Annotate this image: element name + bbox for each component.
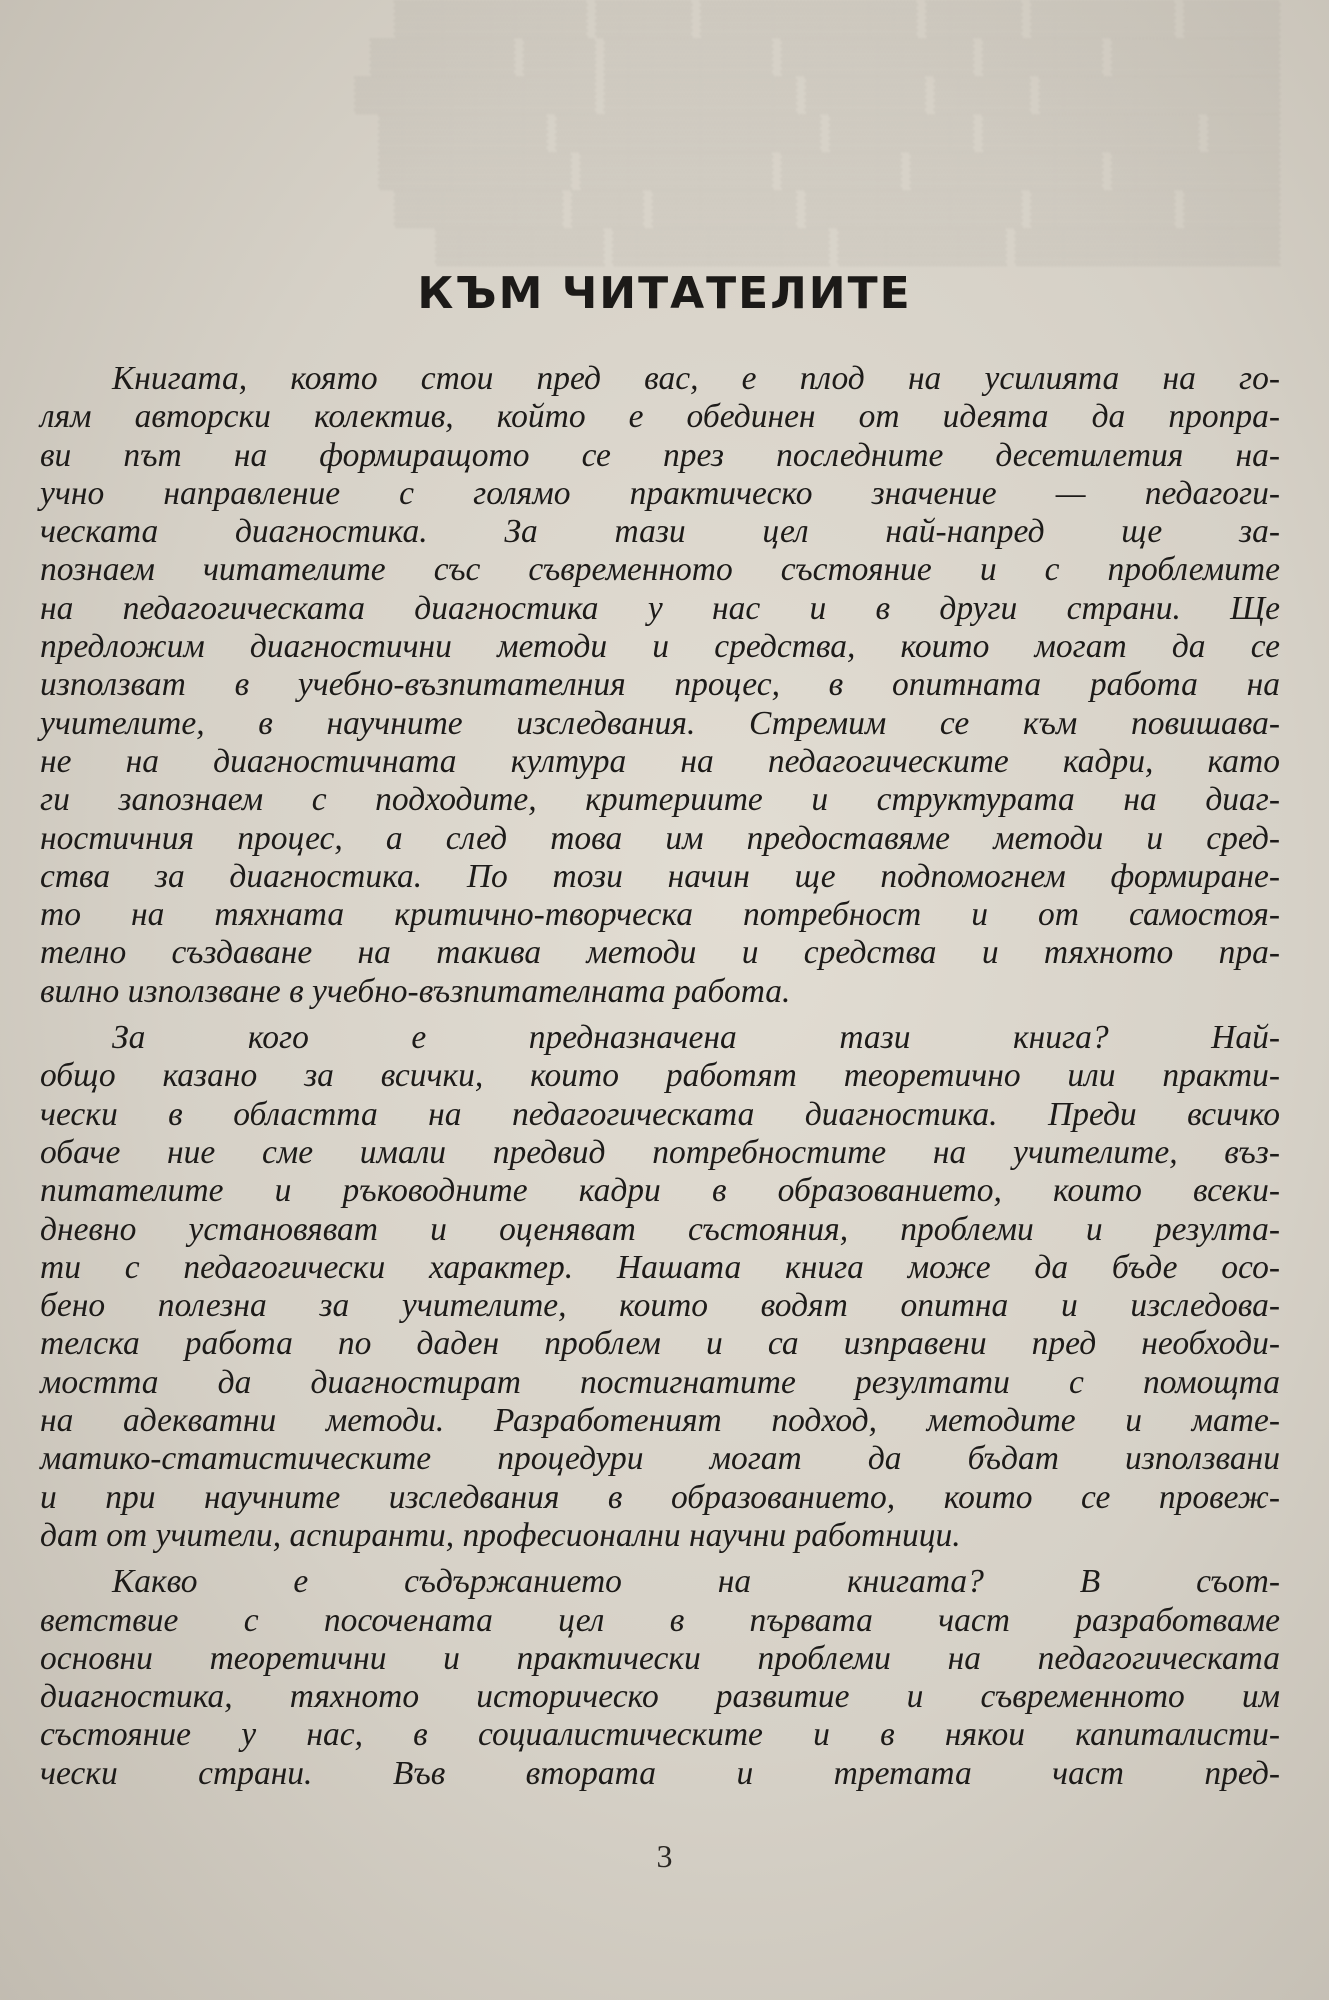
text-line: основни теоретични и практически проблеми на педагогическата (40, 1639, 1280, 1677)
text-line: на педагогическата диагностика у нас и в други страни. Ще (40, 589, 1280, 627)
text-line: не на диагностичната култура на педагогическите кадри, като (40, 742, 1280, 780)
paragraph-2 (40, 1019, 1280, 1555)
text-line: учно направление с голямо практическо значение — педагоги- (40, 474, 1280, 512)
text-line: и при научните изследвания в образованието, които се провеж- (40, 1478, 1280, 1516)
page-number: 3 (656, 1838, 673, 1874)
text-line: чески страни. Във втората и третата част пред- (40, 1754, 1280, 1792)
body-text (40, 360, 1280, 1793)
text-line: дат от учители, аспиранти, професионални научни работници. (40, 1516, 961, 1554)
paragraph-3 (40, 1563, 1280, 1793)
text-line: на адекватни методи. Разработеният подход, методите и мате- (40, 1402, 1280, 1440)
text-line: Какво е съдържанието на книгата? В съот- (112, 1563, 1280, 1601)
text-line: учителите, в научните изследвания. Стремим се към повишава- (40, 704, 1280, 742)
text-line: матико-статистическите процедури могат да бъдат използвани (40, 1440, 1280, 1478)
page-title: КЪМ ЧИТАТЕЛИТЕ (417, 268, 912, 319)
paragraph-1 (40, 360, 1280, 1011)
text-line: общо казано за всички, които работят теоретично или практи- (40, 1057, 1280, 1095)
text-line: телно създаване на такива методи и средства и тяхното пра- (40, 934, 1280, 972)
text-line: ги запознаем с подходите, критериите и структурата на диаг- (40, 781, 1280, 819)
text-line: питателите и ръководните кадри в образованието, които всеки- (40, 1172, 1280, 1210)
text-line: използват в учебно-възпитателния процес, в опитната работа на (40, 666, 1280, 704)
text-line: диагностика, тяхното историческо развитие и съвременното им (40, 1678, 1280, 1716)
text-line: Книгата, която стои пред вас, е плод на усилията на го- (112, 360, 1280, 397)
text-line: ветствие с посочената цел в първата част разработваме (40, 1601, 1280, 1639)
text-line: то на тяхната критично-творческа потребност и от самостоя- (40, 896, 1280, 934)
text-line: ства за диагностика. По този начин ще подпомогнем формиране- (40, 857, 1280, 895)
text-line: бено полезна за учителите, които водят опитна и изследова- (40, 1287, 1280, 1325)
bleed-through-text: ▒▒▒▒ ▒▒▒▒▒▒ ▒▒▒▒ ▒▒▒▒▒▒▒▒▒ ▒▒▒▒ ▒▒▒▒▒▒▒▒ ▒▒▒▒▒▒▒ ▒▒▒▒▒ ▒▒▒▒▒▒▒▒ ▒▒▒▒▒▒▒ ▒▒▒ ▒▒▒▒▒▒ ▒▒▒▒▒▒▒▒▒▒ ▒▒▒▒ ▒▒▒▒▒ ▒▒▒▒▒▒▒▒ ▒▒▒▒▒▒▒▒▒▒ ▒▒▒ ▒▒▒▒▒▒▒▒▒ ▒▒▒▒▒▒ ▒▒▒▒▒▒▒▒▒▒▒ ▒▒▒▒▒▒▒ ▒▒▒▒▒▒▒ ▒▒▒▒▒▒▒▒ ▒▒▒▒▒ ▒▒▒▒▒▒▒▒ ▒▒▒▒▒▒▒▒ ▒▒▒▒ ▒▒▒▒▒▒ ▒▒▒▒▒▒▒▒▒ ▒▒▒▒▒▒ ▒▒▒ ▒▒▒▒▒▒▒ ▒▒▒▒▒▒▒▒▒▒▒ ▒▒▒▒▒▒▒ ▒▒▒▒▒▒▒▒▒ ▒▒▒▒▒▒▒ (354, 0, 1280, 265)
text-line: вилно използване в учебно-възпитателната работа. (40, 972, 791, 1010)
text-line: състояние у нас, в социалистическите и в някои капиталисти- (40, 1716, 1280, 1754)
text-line: ти с педагогически характер. Нашата книга може да бъде осо- (40, 1248, 1280, 1286)
text-line: лям авторски колектив, който е обединен от идеята да пропра- (40, 398, 1280, 436)
text-line: чески в областта на педагогическата диагностика. Преди всичко (40, 1095, 1280, 1133)
text-line: ви път на формиращото се през последните десетилетия на- (40, 436, 1280, 474)
text-line: обаче ние сме имали предвид потребностите на учителите, въз- (40, 1133, 1280, 1171)
text-line: ностичния процес, а след това им предоставяме методи и сред- (40, 819, 1280, 857)
text-line: ческата диагностика. За тази цел най-напред ще за- (40, 513, 1280, 551)
text-line: За кого е предназначена тази книга? Най- (112, 1019, 1280, 1057)
text-line: мостта да диагностират постигнатите резултати с помощта (40, 1363, 1280, 1401)
text-line: познаем читателите със съвременното състояние и с проблемите (40, 551, 1280, 589)
text-line: предложим диагностични методи и средства, които могат да се (40, 628, 1280, 666)
text-line: дневно установяват и оценяват състояния, проблеми и резулта- (40, 1210, 1280, 1248)
text-line: телска работа по даден проблем и са изправени пред необходи- (40, 1325, 1280, 1363)
